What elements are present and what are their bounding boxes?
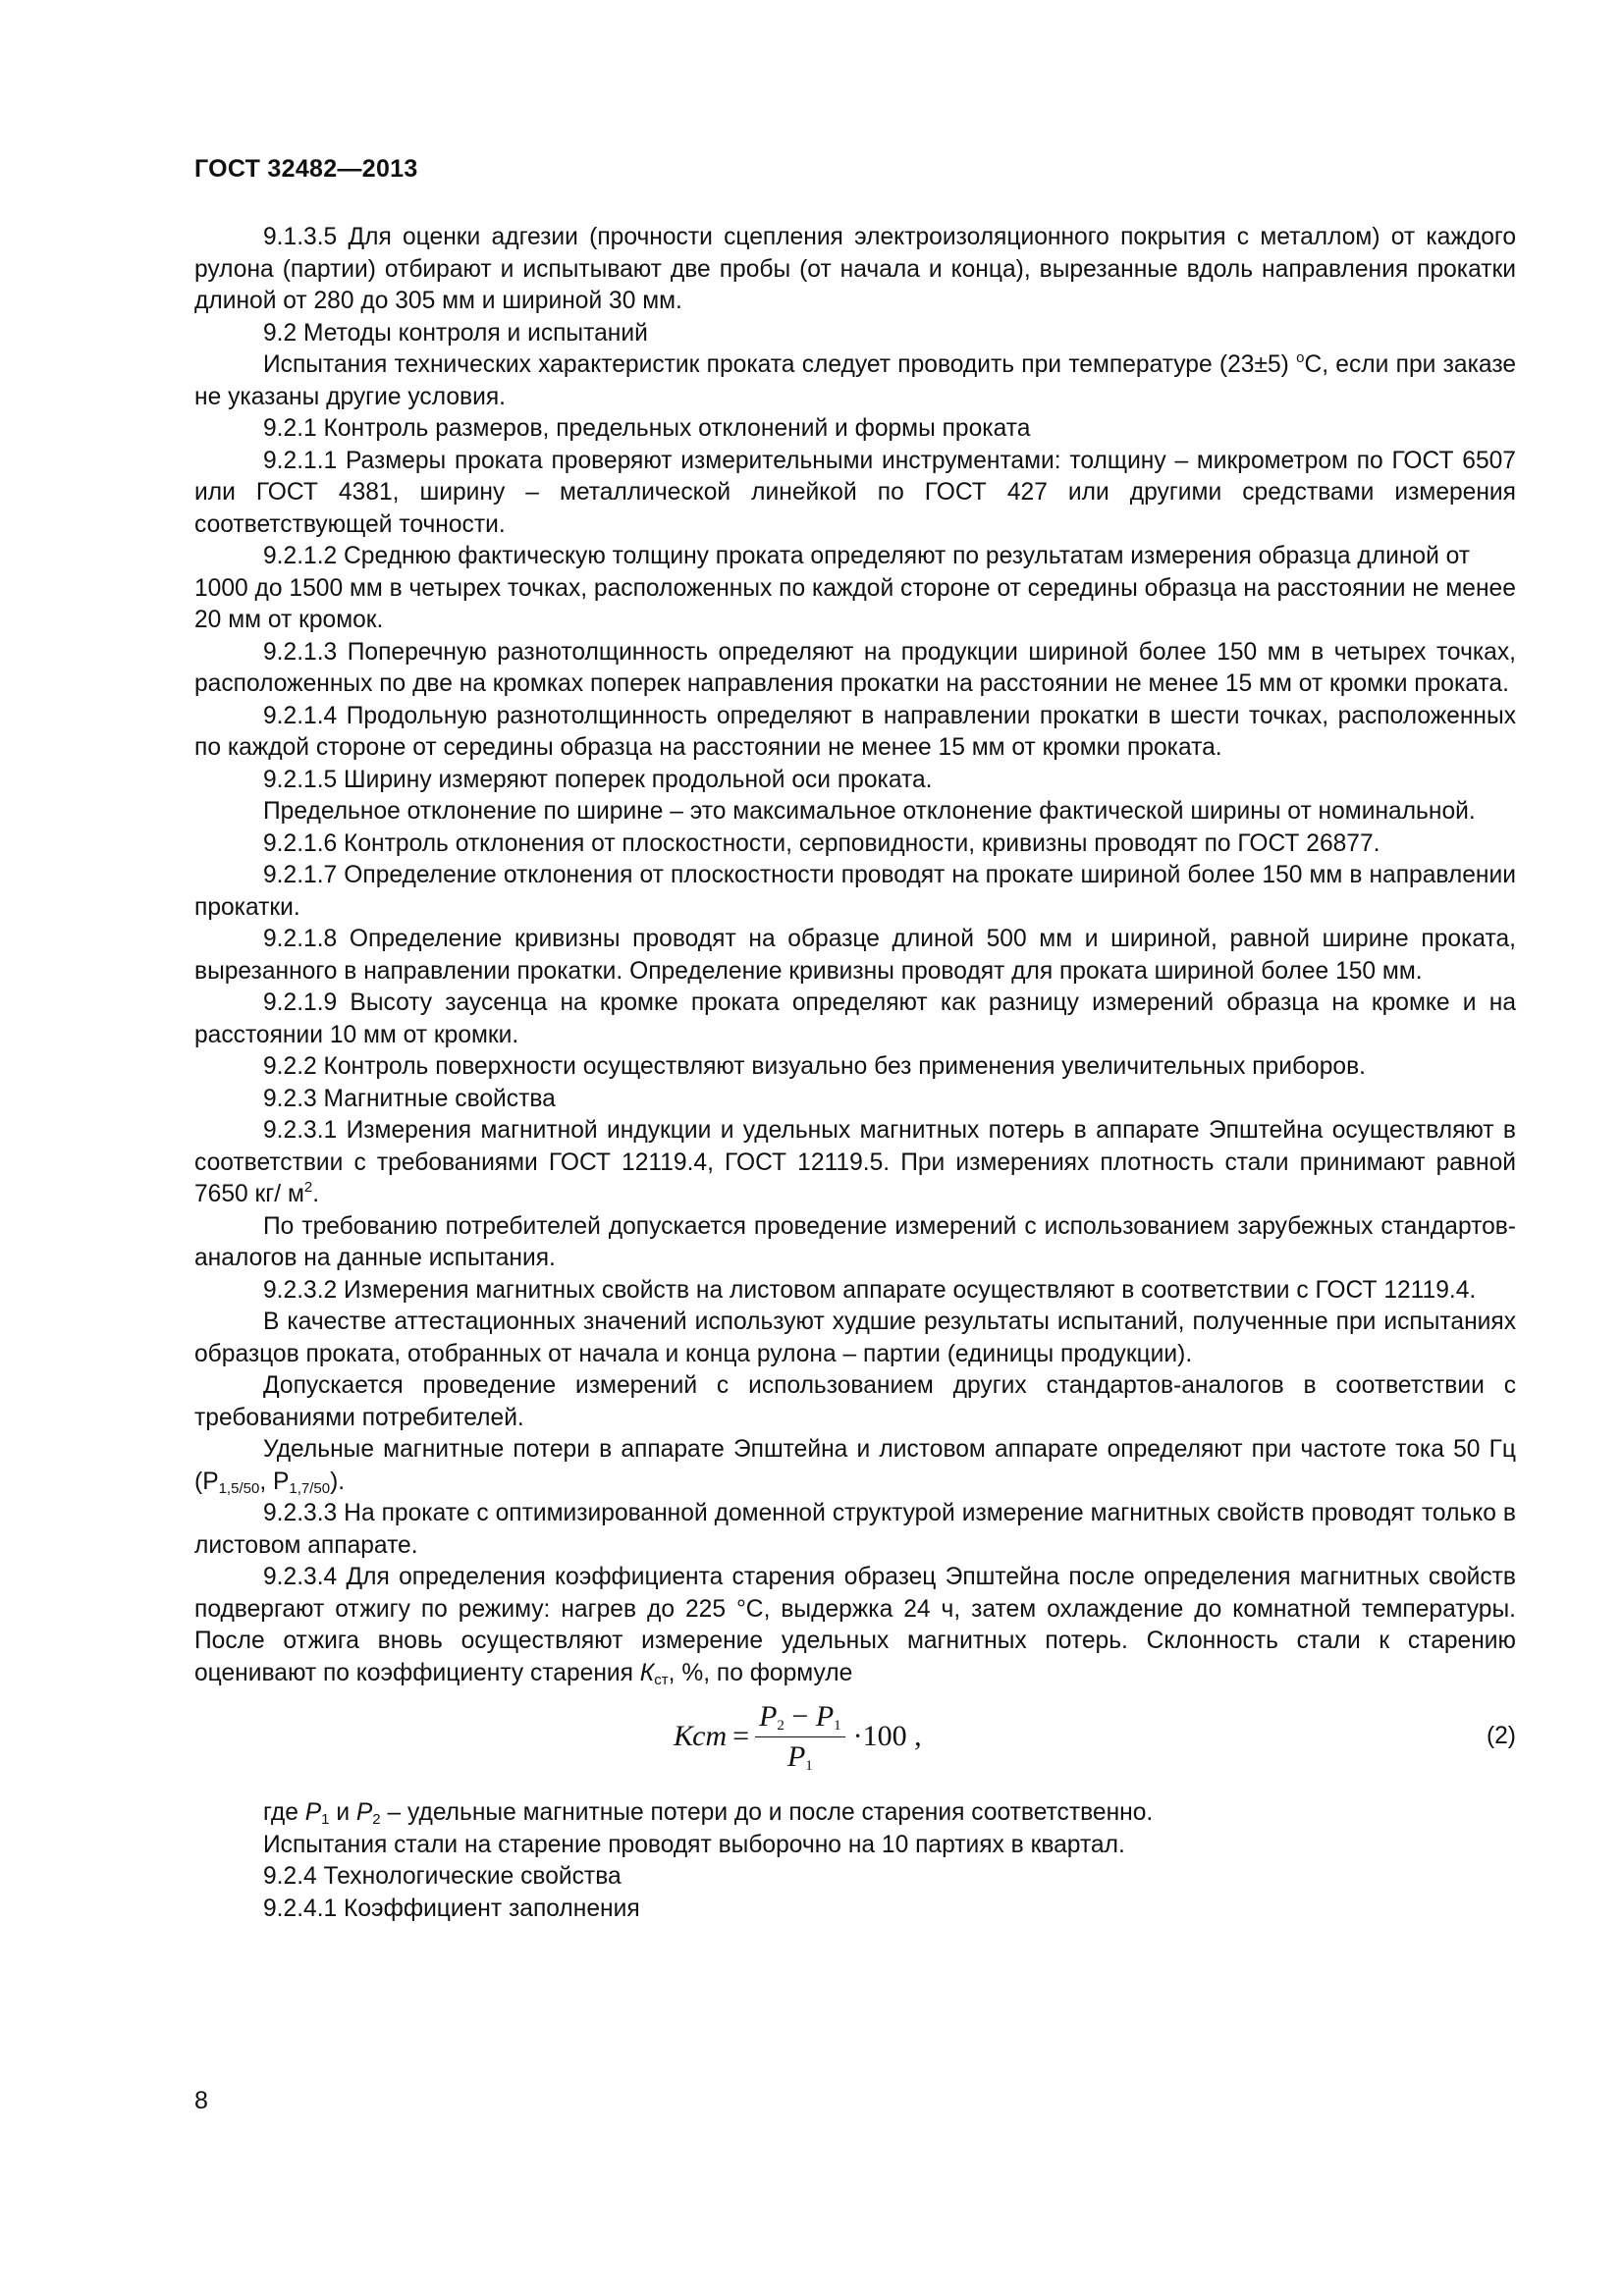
page-number: 8 xyxy=(194,2087,208,2114)
paragraph xyxy=(194,1562,1516,1689)
paragraph: 9.2.1.9 Высоту заусенца на кромке проката определяют как разницу измерений образца на кромке и на расстоянии 10 мм от кромки. xyxy=(194,989,1516,1048)
paragraph: Испытания стали на старение проводят выборочно на 10 партиях в квартал. xyxy=(263,1831,1125,1858)
degree-sign: o xyxy=(1296,349,1305,366)
document-header: ГОСТ 32482—2013 xyxy=(194,155,418,183)
paragraph: 9.2.1.5 Ширину измеряют поперек продольной оси проката. xyxy=(263,766,933,793)
paragraph: 9.1.3.5 Для оценки адгезии (прочности сцепления электроизоляционного покрытия с металлом) от каждого рулона (партии) отбирают и испытывают две пробы (от начала и конца), вырезанные вдоль направления прокатки длиной от 280 до 305 мм и шириной 30 мм. xyxy=(194,224,1516,314)
subscript: 2 xyxy=(372,1811,381,1828)
text: 9.2.3.4 Для определения коэффициента старения образец Эпштейна после определения магнитных свойств подвергают отжигу по режиму: нагрев до 225 °С, выдержка 24 ч, затем охлаждение до комнатной температуры. После отжига вновь осуществляют измерение удельных магнитных потерь. Склонность стали к старению оценивают по коэффициенту старения xyxy=(194,1564,1516,1686)
formula-equals: = xyxy=(732,1720,750,1753)
subscript: 1 xyxy=(805,1758,813,1774)
subscript: 1,7/50 xyxy=(289,1479,331,1497)
text: ). xyxy=(330,1468,346,1495)
paragraph: 9.2.1.1 Размеры проката проверяют измерительными инструментами: толщину – микрометром по ГОСТ 6507 или ГОСТ 4381, ширину – металлической линейкой по ГОСТ 427 или другими средствами измерения соответствующей точности. xyxy=(194,447,1516,538)
paragraph: 9.2.1.2 Среднюю фактическую толщину проката определяют по результатам измерения образца длиной от 1000 до 1500 мм в четырех точках, расположенных по каждой стороне от середины образца на расстоянии не менее 20 мм от кромок. xyxy=(194,543,1516,633)
text: , %, по формуле xyxy=(668,1659,853,1686)
section-heading: 9.2.4 Технологические свойства xyxy=(263,1863,622,1890)
symbol: К xyxy=(639,1659,655,1686)
paragraph xyxy=(194,1797,1516,1830)
paragraph xyxy=(194,1434,1516,1498)
formula-fraction xyxy=(755,1697,845,1777)
section-heading: 9.2.3 Магнитные свойства xyxy=(263,1085,556,1112)
paragraph: По требованию потребителей допускается проведение измерений с использованием зарубежных стандартов-аналогов на данные испытания. xyxy=(194,1212,1516,1271)
formula-numerator xyxy=(755,1697,845,1737)
paragraph: В качестве аттестационных значений используют худшие результаты испытаний, полученные при испытаниях образцов проката, отобранных от начала и конца рулона – партии (единицы продукции). xyxy=(194,1308,1516,1367)
text: 9.2.3.1 Измерения магнитной индукции и удельных магнитных потерь в аппарате Эпштейна осуществляют в соответствии с требованиями ГОСТ 12119.4, ГОСТ 12119.5. При измерениях плотность стали принимают равной 7650 кг/ м xyxy=(194,1117,1516,1207)
formula-multiplier: ·100 , xyxy=(852,1720,922,1753)
section-heading: 9.2.4.1 Коэффициент заполнения xyxy=(263,1895,640,1922)
subscript: 1 xyxy=(321,1811,330,1828)
subscript: 1,5/50 xyxy=(218,1479,260,1497)
aging-coefficient-formula xyxy=(674,1697,922,1777)
paragraph: Допускается проведение измерений с использованием других стандартов-аналогов в соответствии с требованиями потребителей. xyxy=(194,1372,1516,1431)
section-heading: 9.2.1 Контроль размеров, предельных отклонений и формы проката xyxy=(263,415,1031,442)
symbol: P xyxy=(759,1700,778,1733)
paragraph xyxy=(194,349,1516,413)
paragraph: 9.2.1.7 Определение отклонения от плоскостности проводят на прокате шириной более 150 мм в направлении прокатки. xyxy=(194,862,1516,921)
subscript: ст xyxy=(654,1671,669,1688)
text: – удельные магнитные потери до и после старения соответственно. xyxy=(380,1799,1154,1826)
text: и xyxy=(329,1799,356,1826)
document-body xyxy=(194,222,1516,1925)
paragraph: 9.2.1.6 Контроль отклонения от плоскостности, серповидности, кривизны проводят по ГОСТ 26877. xyxy=(263,829,1380,857)
subscript: 2 xyxy=(777,1718,784,1734)
paragraph: 9.2.3.2 Измерения магнитных свойств на листовом аппарате осуществляют в соответствии с ГОСТ 12119.4. xyxy=(263,1276,1477,1304)
text: С, если при заказе не указаны другие условия. xyxy=(194,351,1516,410)
symbol: P xyxy=(786,1740,806,1773)
formula-lhs: Кст xyxy=(674,1720,728,1753)
operator: − xyxy=(784,1700,816,1733)
formula-row xyxy=(194,1691,1516,1793)
paragraph: 9.2.1.8 Определение кривизны проводят на образце длиной 500 мм и шириной, равной ширине проката, вырезанного в направлении прокатки. Определение кривизны проводят для проката шириной более 150 мм. xyxy=(194,926,1516,985)
text: Испытания технических характеристик проката следует проводить при температуре (23±5) xyxy=(263,351,1297,378)
paragraph: 9.2.1.3 Поперечную разнотолщинность определяют на продукции шириной более 150 мм в четырех точках, расположенных по две на кромках поперек направления прокатки на расстоянии не менее 15 мм от кромки проката. xyxy=(194,638,1516,697)
text: Удельные магнитные потери в аппарате Эпштейна и листовом аппарате определяют при частоте тока 50 Гц (Р xyxy=(194,1436,1516,1495)
subscript: 1 xyxy=(834,1718,841,1734)
paragraph: Предельное отклонение по ширине – это максимальное отклонение фактической ширины от номинальной. xyxy=(263,798,1476,825)
text: где xyxy=(263,1799,305,1826)
paragraph: 9.2.1.4 Продольную разнотолщинность определяют в направлении прокатки в шести точках, расположенных по каждой стороне от середины образца на расстоянии не менее 15 мм от кромки проката. xyxy=(194,702,1516,761)
formula-denominator xyxy=(784,1737,817,1777)
symbol: Р xyxy=(304,1799,322,1826)
equation-number: (2) xyxy=(1486,1723,1516,1749)
paragraph: 9.2.2 Контроль поверхности осуществляют визуально без применения увеличительных приборов. xyxy=(263,1053,1366,1080)
paragraph: 9.2.3.3 На прокате с оптимизированной доменной структурой измерение магнитных свойств проводят только в листовом аппарате. xyxy=(194,1500,1516,1559)
paragraph xyxy=(194,1115,1516,1211)
text: . xyxy=(312,1181,320,1207)
section-heading: 9.2 Методы контроля и испытаний xyxy=(263,319,648,347)
symbol: Р xyxy=(355,1799,373,1826)
superscript: 2 xyxy=(303,1179,313,1196)
text: , Р xyxy=(259,1468,290,1495)
symbol: P xyxy=(815,1700,835,1733)
